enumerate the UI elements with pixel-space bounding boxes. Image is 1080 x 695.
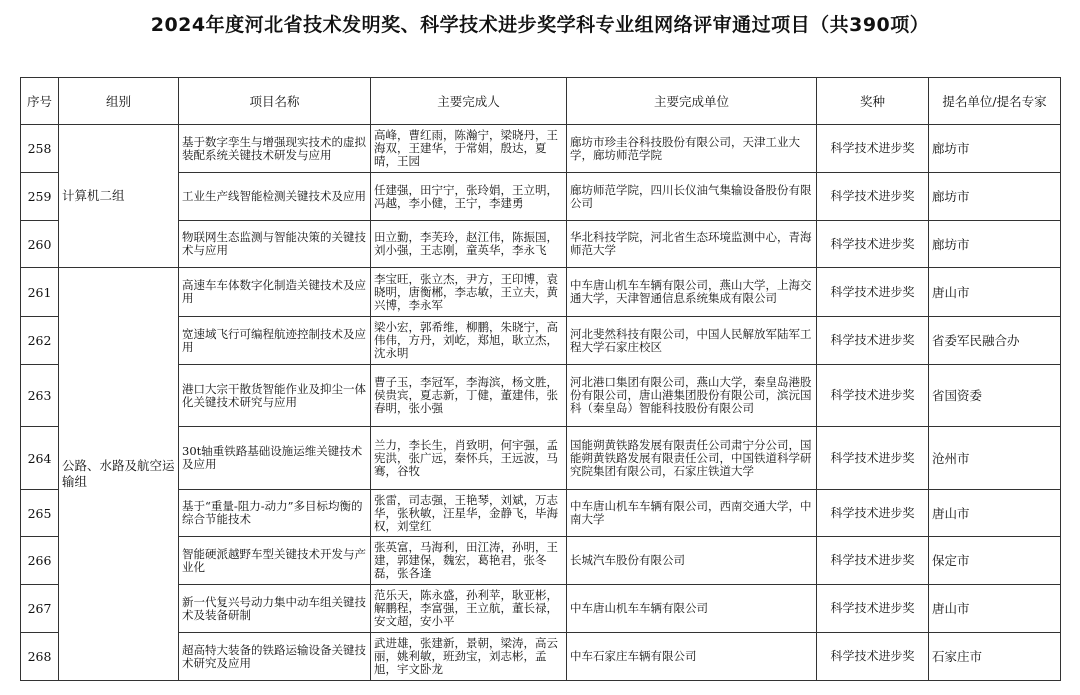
cell-people: 田立勤，李芙玲，赵江伟，陈振国，刘小强，王志刚，童英华，李永飞 <box>371 221 567 268</box>
cell-units: 廊坊师范学院，四川长仪油气集输设备股份有限公司 <box>567 173 817 221</box>
cell-seq: 264 <box>21 427 59 490</box>
cell-award: 科学技术进步奖 <box>817 427 929 490</box>
cell-seq: 259 <box>21 173 59 221</box>
header-seq: 序号 <box>21 78 59 125</box>
cell-units: 中车唐山机车车辆有限公司，西南交通大学，中南大学 <box>567 490 817 537</box>
cell-award: 科学技术进步奖 <box>817 317 929 365</box>
header-units: 主要完成单位 <box>567 78 817 125</box>
cell-nominator: 唐山市 <box>929 268 1061 317</box>
cell-award: 科学技术进步奖 <box>817 537 929 585</box>
cell-people: 李宝旺，张立杰，尹方，王印博，袁晓明，唐衡郴，李志敏，王立夫，黄兴博，李永军 <box>371 268 567 317</box>
page-title: 2024年度河北省技术发明奖、科学技术进步奖学科专业组网络评审通过项目（共390项） <box>150 14 930 36</box>
cell-project: 新一代复兴号动力集中动车组关键技术及装备研制 <box>179 585 371 633</box>
cell-award: 科学技术进步奖 <box>817 173 929 221</box>
cell-people: 兰力，李长生，肖致明，何宇强，孟宪洪，张广远，秦怀兵，王远波，马骞，谷牧 <box>371 427 567 490</box>
cell-seq: 265 <box>21 490 59 537</box>
cell-seq: 260 <box>21 221 59 268</box>
cell-nominator: 廊坊市 <box>929 173 1061 221</box>
cell-project: 工业生产线智能检测关键技术及应用 <box>179 173 371 221</box>
cell-nominator: 廊坊市 <box>929 125 1061 173</box>
cell-project: 基于数字孪生与增强现实技术的虚拟装配系统关键技术研发与应用 <box>179 125 371 173</box>
cell-nominator: 省委军民融合办 <box>929 317 1061 365</box>
cell-seq: 267 <box>21 585 59 633</box>
cell-seq: 263 <box>21 365 59 427</box>
cell-seq: 268 <box>21 633 59 681</box>
header-project: 项目名称 <box>179 78 371 125</box>
cell-seq: 266 <box>21 537 59 585</box>
cell-project: 基于“重量-阻力-动力”多目标均衡的综合节能技术 <box>179 490 371 537</box>
cell-units: 河北港口集团有限公司，燕山大学，秦皇岛港股份有限公司，唐山港集团股份有限公司，滨沅国科（秦皇岛）智能科技股份有限公司 <box>567 365 817 427</box>
cell-units: 长城汽车股份有限公司 <box>567 537 817 585</box>
cell-project: 港口大宗干散货智能作业及抑尘一体化关键技术研究与应用 <box>179 365 371 427</box>
cell-units: 国能朔黄铁路发展有限责任公司肃宁分公司，国能朔黄铁路发展有限责任公司，中国铁道科学研究院集团有限公司，石家庄铁道大学 <box>567 427 817 490</box>
cell-award: 科学技术进步奖 <box>817 268 929 317</box>
cell-people: 武进雄，张建新，景朝，梁涛，高云丽，姚利敏，班劲宝，刘志彬，孟旭，宇文卧龙 <box>371 633 567 681</box>
project-table <box>20 77 1061 681</box>
cell-seq: 261 <box>21 268 59 317</box>
cell-units: 华北科技学院，河北省生态环境监测中心，青海师范大学 <box>567 221 817 268</box>
cell-project: 30t轴重铁路基础设施运维关键技术及应用 <box>179 427 371 490</box>
cell-seq: 262 <box>21 317 59 365</box>
cell-nominator: 沧州市 <box>929 427 1061 490</box>
cell-people: 任建强，田宁宁，张玲娟，王立明，冯越，李小健，王宁，李建勇 <box>371 173 567 221</box>
cell-seq: 258 <box>21 125 59 173</box>
cell-nominator: 省国资委 <box>929 365 1061 427</box>
cell-units: 河北斐然科技有限公司，中国人民解放军陆军工程大学石家庄校区 <box>567 317 817 365</box>
header-people: 主要完成人 <box>371 78 567 125</box>
cell-award: 科学技术进步奖 <box>817 585 929 633</box>
cell-group: 公路、水路及航空运输组 <box>59 268 179 681</box>
cell-nominator: 唐山市 <box>929 490 1061 537</box>
cell-units: 中车石家庄车辆有限公司 <box>567 633 817 681</box>
cell-people: 曹子玉，李冠军，李海滨，杨文胜，侯贵宾，夏志新，丁健，董建伟，张春明，张小强 <box>371 365 567 427</box>
cell-award: 科学技术进步奖 <box>817 490 929 537</box>
cell-nominator: 保定市 <box>929 537 1061 585</box>
header-award: 奖种 <box>817 78 929 125</box>
table-row <box>21 268 1061 317</box>
cell-group: 计算机二组 <box>59 125 179 268</box>
header-group: 组别 <box>59 78 179 125</box>
cell-units: 中车唐山机车车辆有限公司 <box>567 585 817 633</box>
cell-people: 张雷，司志强，王艳琴，刘斌，万志华，张秋敏，汪星华，金静飞，毕海权，刘堂红 <box>371 490 567 537</box>
cell-people: 高峰，曹红雨，陈瀚宁，梁晓丹，王海双，王建华，于常娟，殷达，夏晴，王园 <box>371 125 567 173</box>
cell-people: 梁小宏，郭希维，柳鹏，朱晓宁，高伟伟，方丹，刘屹，郑旭，耿立杰，沈永明 <box>371 317 567 365</box>
cell-units: 廊坊市珍圭谷科技股份有限公司，天津工业大学，廊坊师范学院 <box>567 125 817 173</box>
cell-award: 科学技术进步奖 <box>817 221 929 268</box>
cell-project: 超高特大装备的铁路运输设备关键技术研究及应用 <box>179 633 371 681</box>
header-nominator: 提名单位/提名专家 <box>929 78 1061 125</box>
cell-award: 科学技术进步奖 <box>817 633 929 681</box>
cell-award: 科学技术进步奖 <box>817 125 929 173</box>
cell-units: 中车唐山机车车辆有限公司，燕山大学，上海交通大学，天津智通信息系统集成有限公司 <box>567 268 817 317</box>
cell-project: 高速车车体数字化制造关键技术及应用 <box>179 268 371 317</box>
table-row <box>21 125 1061 173</box>
cell-project: 宽速域飞行可编程航迹控制技术及应用 <box>179 317 371 365</box>
header-row <box>21 78 1061 125</box>
cell-project: 智能硬派越野车型关键技术开发与产业化 <box>179 537 371 585</box>
cell-nominator: 石家庄市 <box>929 633 1061 681</box>
cell-people: 张英富，马海利，田江涛，孙明，王建，郭建保，魏宏，葛艳君，张冬磊，张各逢 <box>371 537 567 585</box>
cell-nominator: 唐山市 <box>929 585 1061 633</box>
cell-nominator: 廊坊市 <box>929 221 1061 268</box>
cell-people: 范乐天，陈永盛，孙利苹，耿亚彬，解鹏程，李富强，王立航，董长禄，安文超，安小平 <box>371 585 567 633</box>
cell-project: 物联网生态监测与智能决策的关键技术与应用 <box>179 221 371 268</box>
cell-award: 科学技术进步奖 <box>817 365 929 427</box>
